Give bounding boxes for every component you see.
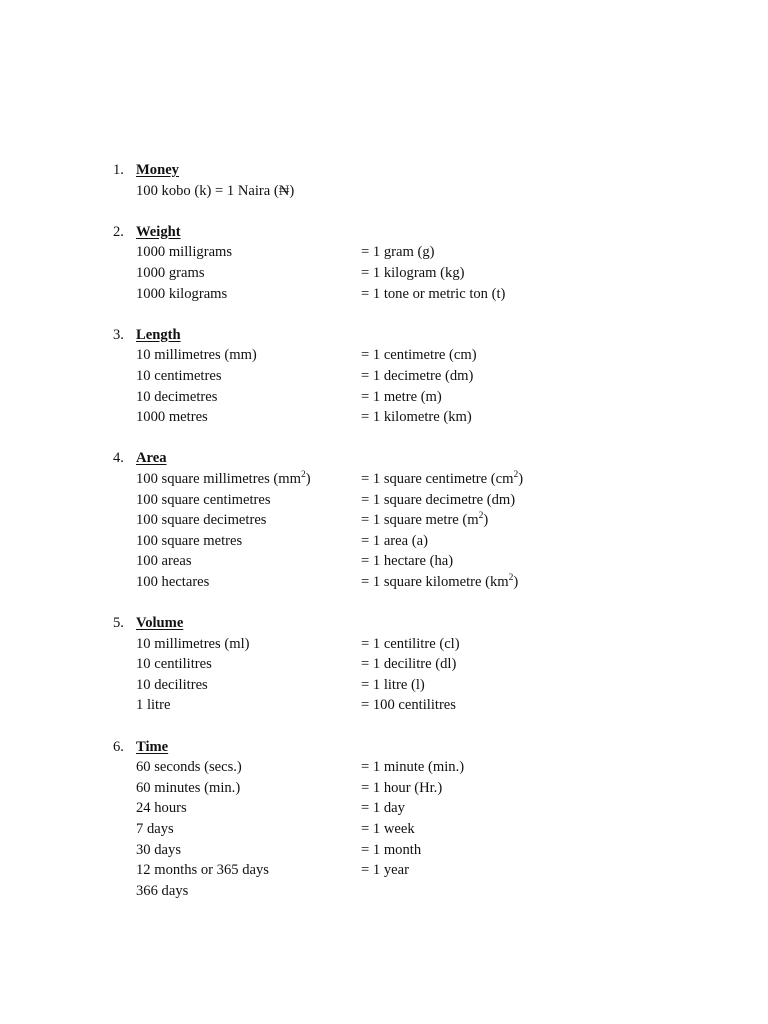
- conversion-equivalent: = 1 decimetre (dm): [361, 367, 474, 384]
- conversion-quantity: 100 square millimetres $(mm^2)$: [136, 470, 311, 487]
- conversion-quantity: 24 hours: [136, 800, 187, 817]
- conversion-equivalent: = 1 square metre $(m^2)$: [361, 511, 489, 529]
- conversion-row: [0, 757, 768, 778]
- conversion-quantity: 100 hectares: [136, 573, 210, 590]
- conversion-equivalent: = 1 metre (m): [361, 388, 442, 405]
- conversion-quantity: 100 kobo (k) = 1 Naira (₦): [136, 182, 295, 199]
- conversion-row: [0, 695, 768, 716]
- conversion-quantity: 60 minutes (min.): [136, 779, 241, 796]
- conversion-equivalent: = 1 year: [361, 862, 409, 879]
- conversion-equivalent: = 100 centilitres: [361, 697, 456, 714]
- conversion-quantity: 60 seconds (secs.): [136, 759, 242, 776]
- conversion-equivalent: = 1 square decimetre (dm): [361, 491, 516, 508]
- conversion-row: [0, 263, 768, 284]
- conversion-quantity: 10 decimetres: [136, 388, 218, 405]
- conversion-equivalent: = 1 tone or metric ton (t): [361, 285, 506, 302]
- conversion-quantity: 10 decilitres: [136, 676, 208, 693]
- conversion-row: [0, 469, 768, 490]
- conversion-quantity: 30 days: [136, 841, 181, 858]
- conversion-quantity: 100 square decimetres: [136, 512, 267, 529]
- conversion-row: [0, 490, 768, 511]
- conversion-quantity: 1000 grams: [136, 264, 205, 281]
- section-money: [0, 160, 768, 201]
- conversion-quantity: 1 litre: [136, 697, 171, 714]
- conversion-row: [0, 634, 768, 655]
- section-title: Money: [136, 162, 179, 178]
- conversion-quantity: 100 square metres: [136, 532, 243, 549]
- conversion-quantity: 1000 milligrams: [136, 244, 233, 261]
- section-heading: [0, 448, 768, 469]
- conversion-equivalent: = 1 kilogram (kg): [361, 264, 465, 281]
- section-title: Volume: [136, 615, 184, 632]
- conversion-row: [0, 860, 768, 881]
- section-number: 6.: [113, 738, 124, 755]
- conversion-equivalent: = 1 day: [361, 800, 405, 817]
- section-number: 5.: [113, 615, 124, 632]
- conversion-row: [0, 531, 768, 552]
- conversion-equivalent: = 1 square kilometre $(km^2)$: [361, 573, 519, 590]
- conversion-equivalent: = 1 decilitre (dl): [361, 656, 457, 673]
- conversion-row: [0, 798, 768, 819]
- conversion-equivalent: = 1 litre (l): [361, 676, 425, 693]
- conversion-quantity: 100 square centimetres: [136, 491, 271, 508]
- section-heading: [0, 325, 768, 346]
- conversion-quantity: 10 millimetres (mm): [136, 347, 257, 364]
- section-heading: [0, 160, 768, 181]
- conversion-equivalent: = 1 area (a): [361, 532, 428, 549]
- conversion-row: [0, 407, 768, 428]
- conversion-row: [0, 881, 768, 902]
- conversion-quantity: 7 days: [136, 821, 174, 837]
- section-time: [0, 737, 768, 902]
- conversion-row: [0, 181, 768, 202]
- conversion-quantity: 366 days: [136, 882, 189, 899]
- section-title: Area: [136, 450, 167, 467]
- conversion-row: [0, 840, 768, 861]
- conversion-quantity: 12 months or 365 days: [136, 862, 269, 879]
- conversion-row: [0, 284, 768, 305]
- conversion-quantity: 1000 kilograms: [136, 285, 228, 302]
- section-volume: [0, 613, 768, 716]
- section-number: 4.: [113, 450, 124, 467]
- conversion-row: [0, 654, 768, 675]
- conversion-row: [0, 551, 768, 572]
- conversion-equivalent: = 1 gram (g): [361, 244, 435, 261]
- section-title: Weight: [136, 223, 181, 240]
- conversion-equivalent: = 1 month: [361, 841, 422, 858]
- conversion-equivalent: = 1 minute (min.): [361, 759, 465, 776]
- conversion-quantity: 10 centimetres: [136, 367, 222, 384]
- conversion-row: [0, 242, 768, 263]
- section-weight: [0, 222, 768, 304]
- conversion-equivalent: = 1 hour (Hr.): [361, 779, 443, 796]
- conversion-equivalent: = 1 week: [361, 821, 415, 837]
- conversion-row: [0, 345, 768, 366]
- section-title: Time: [136, 738, 169, 755]
- conversion-equivalent: = 1 kilometre (km): [361, 409, 472, 426]
- conversion-tables-document: [0, 160, 768, 922]
- conversion-row: [0, 819, 768, 840]
- conversion-row: [0, 510, 768, 531]
- section-number: 3.: [113, 326, 124, 343]
- section-length: [0, 325, 768, 428]
- section-heading: [0, 222, 768, 243]
- conversion-row: [0, 778, 768, 799]
- section-area: [0, 448, 768, 592]
- section-heading: [0, 737, 768, 758]
- conversion-equivalent: = 1 centilitre (cl): [361, 635, 460, 652]
- section-number: 1.: [113, 162, 124, 178]
- conversion-quantity: 1000 metres: [136, 409, 208, 426]
- conversion-row: [0, 366, 768, 387]
- section-title: Length: [136, 326, 181, 343]
- conversion-row: [0, 572, 768, 593]
- conversion-row: [0, 387, 768, 408]
- conversion-quantity: 100 areas: [136, 553, 192, 570]
- section-heading: [0, 613, 768, 634]
- section-number: 2.: [113, 223, 124, 240]
- conversion-equivalent: = 1 centimetre (cm): [361, 347, 477, 364]
- conversion-quantity: 10 centilitres: [136, 656, 212, 673]
- conversion-row: [0, 675, 768, 696]
- conversion-equivalent: = 1 hectare (ha): [361, 553, 454, 570]
- conversion-quantity: 10 millimetres (ml): [136, 635, 250, 652]
- conversion-equivalent: = 1 square centimetre $(cm^2)$: [361, 470, 524, 487]
